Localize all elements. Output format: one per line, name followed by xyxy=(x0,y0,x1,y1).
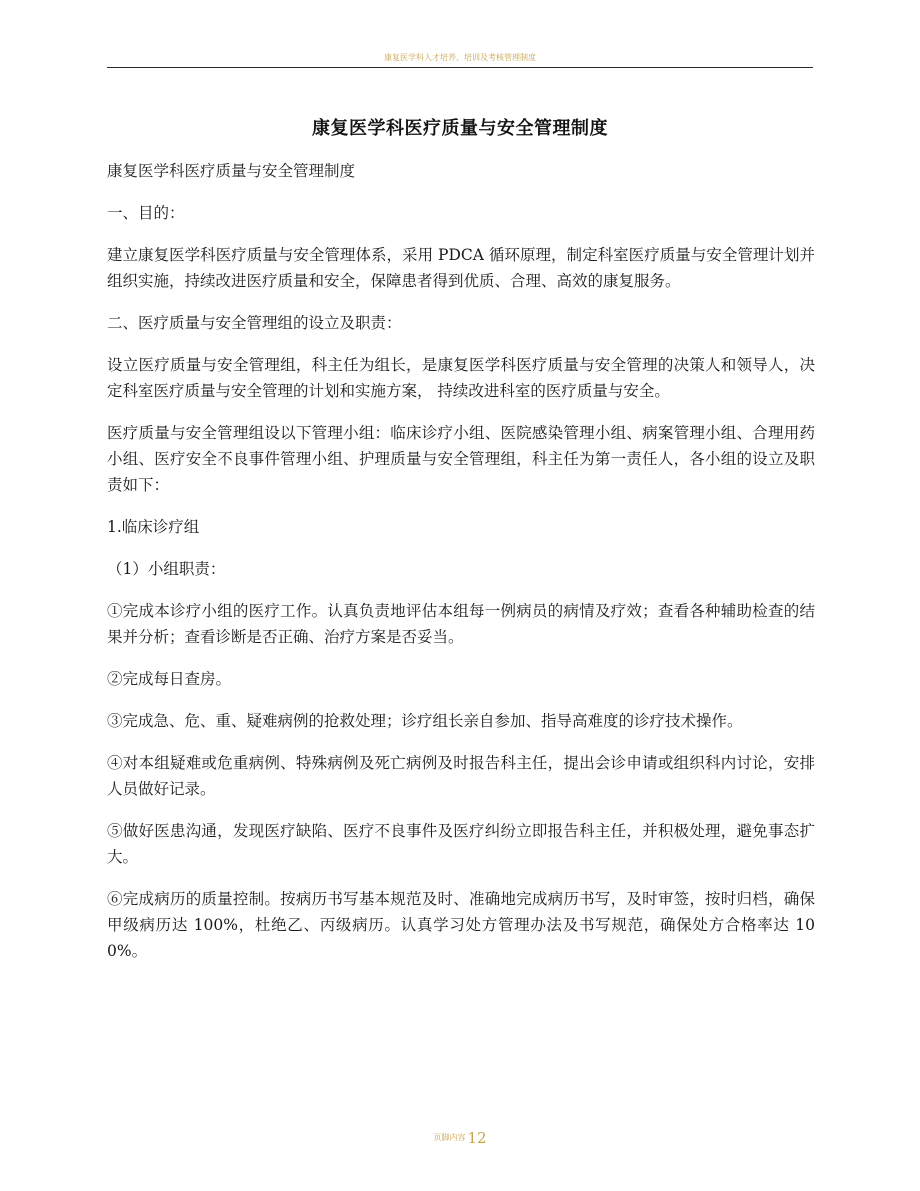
paragraph-subgroups: 医疗质量与安全管理组设以下管理小组：临床诊疗小组、医院感染管理小组、病案管理小组、合理用药小组、医疗安全不良事件管理小组、护理质量与安全管理组，科主任为第一责任人，各小组的设立及职责如下： xyxy=(107,424,815,494)
subsection-heading-clinical: 1.临床诊疗组 xyxy=(107,518,200,536)
section-heading-purpose: 一、目的： xyxy=(107,204,185,222)
list-item-duty-6: ⑥完成病历的质量控制。按病历书写基本规范及时、准确地完成病历书写，及时审签，按时归档，确保甲级病历达 100%，杜绝乙、丙级病历。认真学习处方管理办法及书写规范，确保处方合格率达 100%。 xyxy=(107,890,815,960)
page-number: 12 xyxy=(467,1128,487,1147)
page-footer xyxy=(0,1127,920,1147)
header-divider xyxy=(107,67,813,68)
running-header: 康复医学科人才培养、培训及考核管理制度 xyxy=(384,53,536,62)
section-heading-group: 二、医疗质量与安全管理组的设立及职责： xyxy=(107,314,402,332)
paragraph-purpose: 建立康复医学科医疗质量与安全管理体系，采用 PDCA 循环原理，制定科室医疗质量与安全管理计划并组织实施，持续改进医疗质量和安全，保障患者得到优质、合理、高效的康复服务。 xyxy=(107,246,815,290)
document-body xyxy=(107,158,815,980)
list-item-duty-1: ①完成本诊疗小组的医疗工作。认真负责地评估本组每一例病员的病情及疗效；查看各种辅助检查的结果并分析；查看诊断是否正确、治疗方案是否妥当。 xyxy=(107,602,815,646)
list-item-duty-5: ⑤做好医患沟通，发现医疗缺陷、医疗不良事件及医疗纠纷立即报告科主任，并积极处理，避免事态扩大。 xyxy=(107,822,815,866)
list-item-duty-4: ④对本组疑难或危重病例、特殊病例及死亡病例及时报告科主任，提出会诊申请或组织科内讨论，安排人员做好记录。 xyxy=(107,754,815,798)
list-item-duty-2: ②完成每日查房。 xyxy=(107,670,232,688)
paragraph-group-setup: 设立医疗质量与安全管理组，科主任为组长，是康复医学科医疗质量与安全管理的决策人和领导人，决定科室医疗质量与安全管理的计划和实施方案， 持续改进科室的医疗质量与安全。 xyxy=(107,356,815,400)
subsection-heading-duties: （1）小组职责： xyxy=(107,560,226,578)
list-item-duty-3: ③完成急、危、重、疑难病例的抢救处理；诊疗组长亲自参加、指导高难度的诊疗技术操作。 xyxy=(107,712,743,730)
footer-label: 页脚内容 xyxy=(433,1133,466,1142)
document-title: 康复医学科医疗质量与安全管理制度 xyxy=(312,118,608,139)
paragraph-subtitle: 康复医学科医疗质量与安全管理制度 xyxy=(107,162,356,180)
